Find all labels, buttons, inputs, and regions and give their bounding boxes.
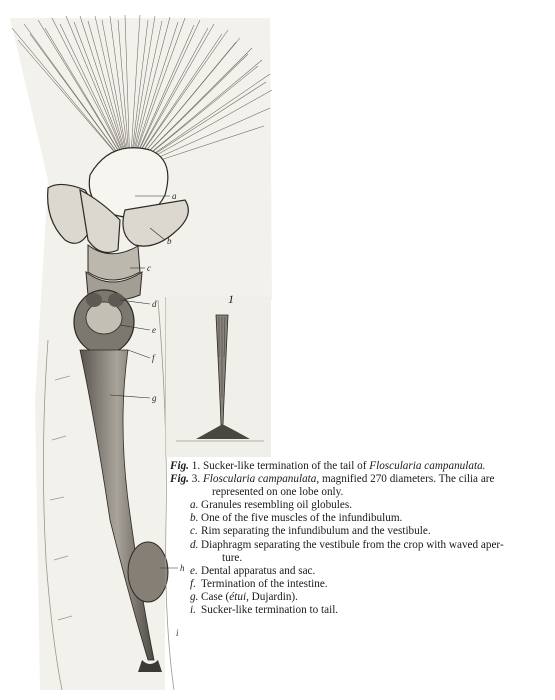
legend-key: e. — [190, 564, 198, 577]
label-h: h — [180, 563, 185, 573]
legend-text: Granules resembling oil globules. — [201, 499, 353, 512]
label-a: a — [172, 191, 177, 201]
legend-item-f — [170, 578, 555, 591]
label-i: i — [176, 628, 179, 638]
legend-key: b. — [190, 512, 199, 525]
legend-item-d — [170, 539, 555, 565]
legend-text: Case ( — [201, 590, 230, 603]
legend-key: a. — [190, 499, 199, 512]
legend-item-c — [170, 525, 555, 538]
legend-text-italic: étui — [229, 590, 247, 603]
label-f: f — [152, 353, 155, 363]
legend-key: d. — [190, 538, 199, 551]
legend-text: Termination of the intestine. — [201, 577, 328, 590]
fig3-species: Floscularia campanulata, — [202, 473, 320, 486]
legend-key: g. — [190, 590, 199, 603]
legend-text: Rim separating the infundibulum and the vestibule. — [201, 525, 431, 538]
fig3-number: 3. — [191, 473, 201, 486]
fig1-label: Fig. — [170, 460, 189, 472]
figure-caption — [170, 460, 555, 617]
legend-item-a — [170, 499, 555, 512]
fig3-text-line2: represented on one lobe only. — [212, 486, 344, 499]
label-e: e — [152, 325, 156, 335]
legend-item-g — [170, 591, 555, 604]
crop — [74, 290, 134, 354]
caption-fig1 — [170, 460, 555, 473]
legend-text: Diaphragm separating the vestibule from the crop with waved aper- — [201, 538, 504, 551]
legend-text: Dental apparatus and sac. — [201, 564, 316, 577]
inset-number: 1 — [228, 292, 234, 306]
legend-list — [170, 499, 555, 617]
fig3-text-line1: magnified 270 diameters. The cilia are — [321, 473, 495, 486]
legend-key: f. — [190, 577, 196, 590]
legend-key: c. — [190, 525, 198, 538]
fig1-text: Sucker-like termination of the tail of — [202, 460, 367, 472]
inset-figure-1 — [165, 297, 271, 457]
egg-sac — [128, 542, 168, 602]
fig3-label: Fig. — [170, 473, 189, 486]
legend-key: i. — [190, 604, 196, 617]
sucker-termination-drawing — [166, 297, 271, 457]
legend-text: , Dujardin). — [246, 590, 298, 603]
legend-text: One of the five muscles of the infundibulum. — [201, 512, 403, 525]
fig1-number: 1. — [191, 460, 201, 472]
label-d: d — [152, 299, 157, 309]
legend-item-b — [170, 512, 555, 525]
caption-fig3-cont — [170, 486, 555, 499]
fig1-species: Floscularia campanulata. — [369, 460, 486, 472]
legend-text: Sucker-like termination to tail. — [201, 604, 339, 617]
label-c: c — [147, 263, 151, 273]
legend-item-e — [170, 565, 555, 578]
label-g: g — [152, 393, 157, 403]
legend-text-cont: ture. — [222, 551, 243, 564]
legend-item-i — [170, 604, 555, 617]
caption-fig3 — [170, 473, 555, 486]
label-b: b — [167, 236, 172, 246]
